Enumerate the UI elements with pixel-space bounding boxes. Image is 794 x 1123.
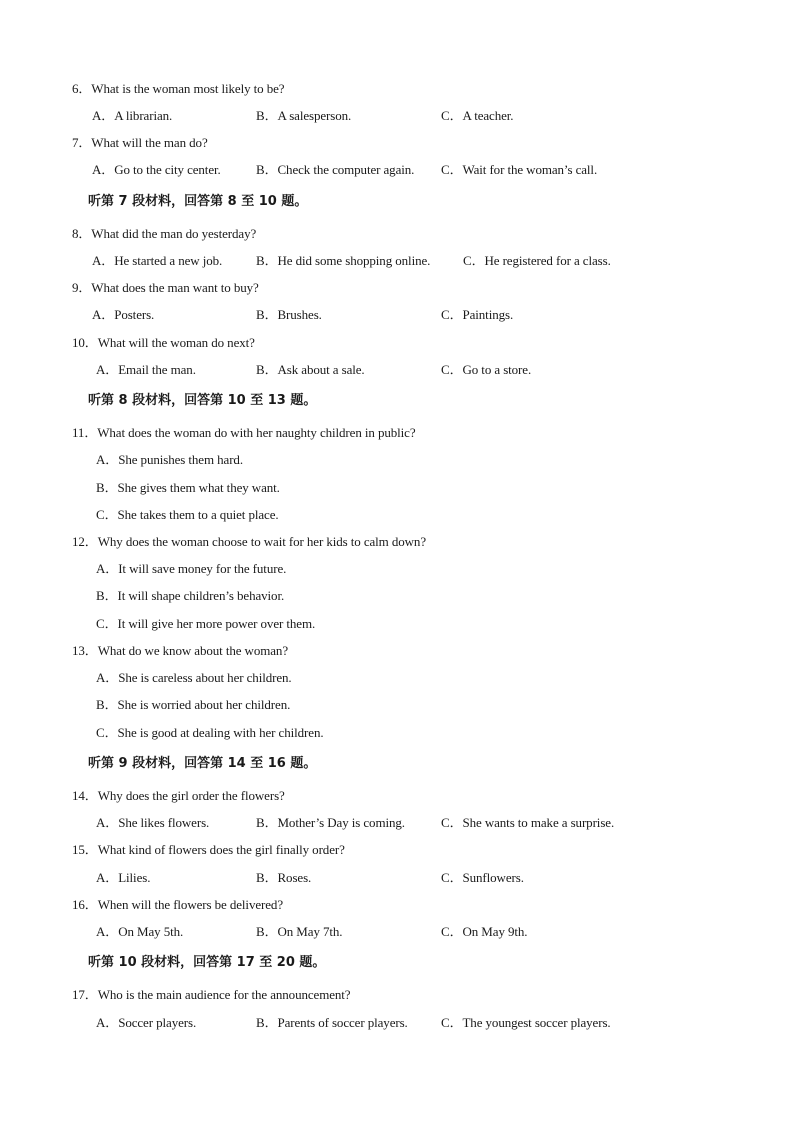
question-10-option-a: A．Email the man. [96,362,196,377]
question-9-stem: 9．What does the man want to buy? [72,280,259,295]
question-11-option-a: A．She punishes them hard. [96,452,243,467]
question-6-stem: 6．What is the woman most likely to be? [72,81,285,96]
question-12-stem: 12．Why does the woman choose to wait for her kids to calm down? [72,534,427,549]
question-17-option-c: C．The youngest soccer players. [441,1015,611,1030]
question-6-option-c: C．A teacher. [441,108,514,123]
question-11-option-b: B．She gives them what they want. [96,480,280,495]
question-8-option-b: B．He did some shopping online. [256,253,431,268]
question-17-option-b: B．Parents of soccer players. [256,1015,408,1030]
question-6-option-a: A．A librarian. [92,108,173,123]
question-7-option-b: B．Check the computer again. [256,162,415,177]
question-13-option-a: A．She is careless about her children. [96,670,292,685]
question-14-option-c: C．She wants to make a surprise. [441,815,615,830]
question-8-option-c: C．He registered for a class. [463,253,611,268]
question-17-stem: 17．Who is the main audience for the announcement? [72,987,351,1002]
question-16-option-b: B．On May 7th. [256,924,343,939]
question-10-option-c: C．Go to a store. [441,362,532,377]
question-10-stem: 10．What will the woman do next? [72,335,255,350]
question-16-option-a: A．On May 5th. [96,924,184,939]
question-7-stem: 7．What will the man do? [72,135,208,150]
question-9-option-a: A．Posters. [92,307,155,322]
section-header-8: 听第 8 段材料，回答第 10 至 13 题。 [88,393,317,408]
question-15-stem: 15．What kind of flowers does the girl finally order? [72,842,345,857]
question-12-option-b: B．It will shape children’s behavior. [96,588,285,603]
question-14-option-a: A．She likes flowers. [96,815,210,830]
question-14-option-b: B．Mother’s Day is coming. [256,815,405,830]
question-16-option-c: C．On May 9th. [441,924,528,939]
question-13-option-c: C．She is good at dealing with her children. [96,725,324,740]
question-15-option-c: C．Sunflowers. [441,870,524,885]
question-12-option-a: A．It will save money for the future. [96,561,287,576]
question-8-option-a: A．He started a new job. [92,253,223,268]
section-header-10: 听第 10 段材料，回答第 17 至 20 题。 [88,955,326,970]
question-17-option-a: A．Soccer players. [96,1015,197,1030]
question-15-option-a: A．Lilies. [96,870,151,885]
question-15-option-b: B．Roses. [256,870,312,885]
question-16-stem: 16．When will the flowers be delivered? [72,897,283,912]
question-7-option-a: A．Go to the city center. [92,162,221,177]
question-13-stem: 13．What do we know about the woman? [72,643,289,658]
question-12-option-c: C．It will give her more power over them. [96,616,316,631]
question-11-stem: 11．What does the woman do with her naughty children in public? [72,425,416,440]
question-6-option-b: B．A salesperson. [256,108,352,123]
question-8-stem: 8．What did the man do yesterday? [72,226,257,241]
question-9-option-c: C．Paintings. [441,307,514,322]
section-header-9: 听第 9 段材料，回答第 14 至 16 题。 [88,756,317,771]
question-9-option-b: B．Brushes. [256,307,322,322]
question-7-option-c: C．Wait for the woman’s call. [441,162,598,177]
question-10-option-b: B．Ask about a sale. [256,362,365,377]
question-14-stem: 14．Why does the girl order the flowers? [72,788,285,803]
question-11-option-c: C．She takes them to a quiet place. [96,507,279,522]
section-header-7: 听第 7 段材料，回答第 8 至 10 题。 [88,194,308,209]
question-13-option-b: B．She is worried about her children. [96,697,291,712]
